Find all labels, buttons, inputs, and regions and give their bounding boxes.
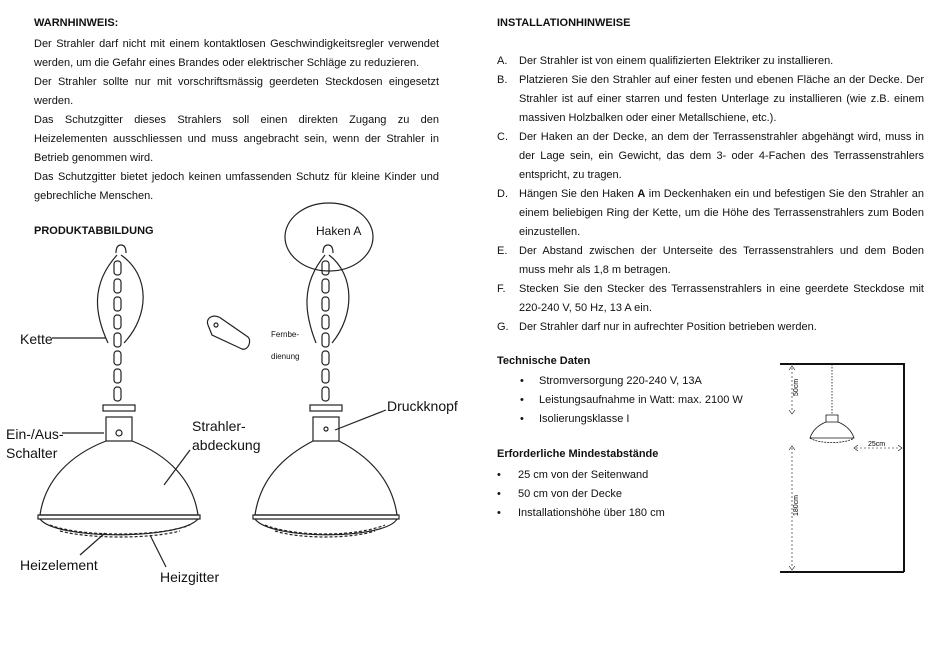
list-item: • Stromversorgung 220-240 V, 13A <box>520 372 760 391</box>
label-druckknopf: Druckknopf <box>387 398 458 414</box>
list-item: • 25 cm von der Seitenwand <box>497 466 737 485</box>
dim-top: 50cm <box>793 378 800 396</box>
warning-paragraph: Das Schutzgitter bietet jedoch keinen umfassenden Schutz für kleine Kinder und gebrechliche Menschen. <box>34 171 439 202</box>
label-kette: Kette <box>20 331 53 347</box>
list-item: C. Der Haken an der Decke, an dem der Terrassenstrahler abgehängt wird, muss in der Lage sein, ein Gewicht, das dem 3- oder 4-Fachen des Terrassenstrahlers entspricht, zu tragen. <box>497 131 924 181</box>
warning-paragraph: Der Strahler sollte nur mit vorschriftsmässig geerdeten Steckdosen eingesetzt werden. <box>34 76 439 107</box>
list-item: A. Der Strahler ist von einem qualifizierten Elektriker zu installieren. <box>497 55 834 67</box>
clearance-diagram <box>776 360 916 576</box>
list-item: E. Der Abstand zwischen der Unterseite des Terrassenstrahlers und dem Boden muss mehr als 1,8 m betragen. <box>497 245 924 276</box>
label-schalter-line2: Schalter <box>6 445 58 461</box>
list-item: F. Stecken Sie den Stecker des Terrassenstrahlers in eine geerdete Steckdose mit 220-240 V, 50 Hz, 13 A ein. <box>497 283 924 314</box>
list-item: • Installationshöhe über 180 cm <box>497 504 737 523</box>
label-fernbedienung-line1: Fernbe- <box>271 330 300 339</box>
label-abdeckung <box>192 417 261 455</box>
list-item: • 50 cm von der Decke <box>497 485 737 504</box>
bullet-icon: • <box>497 469 501 481</box>
label-heizgitter: Heizgitter <box>160 569 220 585</box>
label-haken: Haken A <box>316 224 362 238</box>
bullet-icon: • <box>497 507 501 519</box>
dim-side: 25cm <box>868 441 886 448</box>
distances-list <box>497 466 737 523</box>
installation-list <box>497 52 924 337</box>
warning-paragraph: Das Schutzgitter dieses Strahlers soll einen direkten Zugang zu den Heizelementen ausschliessen und muss angebracht sein, wenn der Strahler in Betrieb genommen wird. <box>34 114 439 164</box>
label-schalter-line1: Ein-/Aus- <box>6 426 64 442</box>
label-fernbedienung-line2: dienung <box>271 352 300 361</box>
installation-heading: INSTALLATIONHINWEISE <box>497 17 631 29</box>
distances-heading: Erforderliche Mindestabstände <box>497 448 659 460</box>
label-abdeckung-line2: abdeckung <box>192 437 261 453</box>
label-fernbedienung <box>271 324 299 368</box>
bullet-icon: • <box>520 413 524 425</box>
list-item: D. Hängen Sie den Haken A im Deckenhaken ein und befestigen Sie den Strahler an einem beliebigen Ring der Kette, um die Höhe des Terrassenstrahlers zum Boden einzustellen. <box>497 188 924 238</box>
tech-list <box>520 372 760 429</box>
list-item: • Leistungsaufnahme in Watt: max. 2100 W <box>520 391 760 410</box>
bullet-icon: • <box>520 375 524 387</box>
product-illustration <box>0 195 470 595</box>
product-heading: PRODUKTABBILDUNG <box>34 225 154 237</box>
label-abdeckung-line1: Strahler- <box>192 418 246 434</box>
warning-paragraph: Der Strahler darf nicht mit einem kontaktlosen Geschwindigkeitsregler verwendet werden, um die Gefahr eines Brandes oder elektrischer Schläge zu reduzieren. <box>34 38 439 69</box>
list-item: G. Der Strahler darf nur in aufrechter Position betrieben werden. <box>497 321 817 333</box>
label-schalter <box>6 425 64 463</box>
tech-heading: Technische Daten <box>497 355 591 367</box>
bullet-icon: • <box>520 394 524 406</box>
warning-heading: WARNHINWEIS: <box>34 17 119 29</box>
list-item: • Isolierungsklasse I <box>520 410 760 429</box>
bullet-icon: • <box>497 488 501 500</box>
label-heizelement: Heizelement <box>20 557 98 573</box>
dim-height: 180cm <box>793 494 800 516</box>
warning-text <box>34 35 439 206</box>
list-item: B. Platzieren Sie den Strahler auf einer festen und ebenen Fläche an der Decke. Der Strahler ist auf einer starren und festen Unterlage zu installieren (wie z.B. einem massiven Holzbalken oder einer Metallschiene, etc.). <box>497 74 924 124</box>
